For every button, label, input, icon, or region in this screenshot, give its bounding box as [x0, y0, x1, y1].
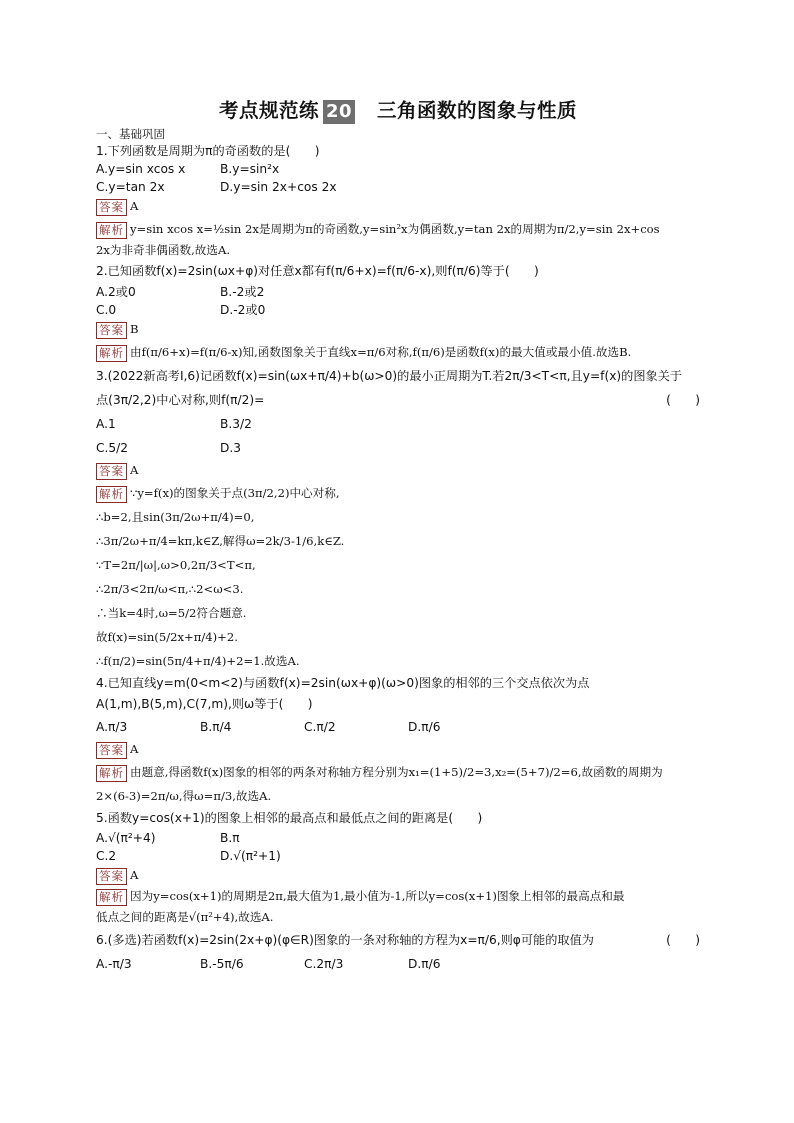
q4-analysis [96, 760, 700, 784]
q5-analysis-line2: 低点之间的距离是√(π²+4),故选A. [96, 910, 274, 924]
q6-stem [96, 928, 700, 952]
q6-option-d: D.π/6 [408, 957, 441, 971]
q4-answer-value: A [130, 742, 139, 756]
q4-analysis-line1: 由题意,得函数f(x)图象的相邻的两条对称轴方程分别为x₁=(1+5)/2=3,x₂=(5+7)/2=6,故函数的周期为 [130, 765, 663, 779]
answer-tag: 答案 [96, 868, 127, 885]
answer-tag: 答案 [96, 463, 127, 480]
q5-options-row2 [96, 847, 700, 865]
q2-stem: 2.已知函数f(x)=2sin(ωx+φ)对任意x都有f(π/6+x)=f(π/6-x),则f(π/6)等于( ) [96, 264, 539, 278]
q5-options-row1 [96, 829, 700, 847]
section-heading: 一、基础巩固 [96, 127, 165, 141]
q3-paren: ( ) [666, 393, 700, 407]
q1-option-d: D.y=sin 2x+cos 2x [220, 180, 337, 194]
q1-answer [96, 196, 700, 217]
q3-analysis-line2: ∴b=2,且sin(3π/2ω+π/4)=0, [96, 510, 255, 524]
q4-analysis-line2: 2×(6-3)=2π/ω,得ω=π/3,故选A. [96, 789, 272, 803]
q3-analysis [96, 481, 700, 505]
q1-option-b: B.y=sin²x [220, 162, 280, 176]
q3-stem-line2 [96, 388, 700, 412]
analysis-tag: 解析 [96, 222, 127, 239]
q4-stem-line2: A(1,m),B(5,m),C(7,m),则ω等于( ) [96, 697, 313, 711]
q1-analysis-line2: 2x为非奇非偶函数,故选A. [96, 243, 231, 257]
q3-option-c: C.5/2 [96, 441, 128, 455]
q1-answer-value: A [130, 199, 139, 213]
q2-answer-value: B [130, 322, 139, 336]
q3-analysis-line3: ∴3π/2ω+π/4=kπ,k∈Z,解得ω=2k/3-1/6,k∈Z. [96, 534, 345, 548]
q6-stem-text: 6.(多选)若函数f(x)=2sin(2x+φ)(φ∈R)图象的一条对称轴的方程为x=π/6,则φ可能的取值为 [96, 933, 594, 947]
q1-options-row2 [96, 178, 700, 196]
q6-option-b: B.-5π/6 [200, 957, 244, 971]
q4-option-c: C.π/2 [304, 720, 336, 734]
q1-option-a: A.y=sin xcos x [96, 162, 186, 176]
q1-stem: 1.下列函数是周期为π的奇函数的是( ) [96, 144, 320, 158]
q3-answer [96, 460, 700, 481]
q5-option-c: C.2 [96, 849, 117, 863]
q3-analysis-line4: ∵T=2π/|ω|,ω>0,2π/3<T<π, [96, 558, 256, 572]
q3-stem-line1: 3.(2022新高考Ⅰ,6)记函数f(x)=sin(ωx+π/4)+b(ω>0)的最小正周期为T.若2π/3<T<π,且y=f(x)的图象关于 [96, 369, 683, 383]
q3-analysis-line6: ∴当k=4时,ω=5/2符合题意. [96, 606, 247, 620]
title-prefix: 考点规范练 [218, 99, 319, 122]
q2-option-a: A.2或0 [96, 285, 136, 299]
q5-option-a: A.√(π²+4) [96, 831, 156, 845]
q5-analysis-line1: 因为y=cos(x+1)的周期是2π,最大值为1,最小值为-1,所以y=cos(x+1)图象上相邻的最高点和最 [130, 889, 625, 903]
analysis-tag: 解析 [96, 765, 127, 782]
q5-stem: 5.函数y=cos(x+1)的图象上相邻的最高点和最低点之间的距离是( ) [96, 811, 483, 825]
analysis-tag: 解析 [96, 345, 127, 362]
q6-options [96, 952, 700, 976]
q6-option-a: A.-π/3 [96, 957, 132, 971]
analysis-tag: 解析 [96, 889, 127, 906]
q3-analysis-line8: ∴f(π/2)=sin(5π/4+π/4)+2=1.故选A. [96, 654, 300, 668]
q5-option-b: B.π [220, 831, 240, 845]
q6-paren: ( ) [666, 933, 700, 947]
q1-analysis-line1: y=sin xcos x=½sin 2x是周期为π的奇函数,y=sin²x为偶函数,y=tan 2x的周期为π/2,y=sin 2x+cos [130, 222, 660, 236]
q6-option-c: C.2π/3 [304, 957, 344, 971]
q2-option-c: C.0 [96, 303, 117, 317]
q2-options-row1 [96, 283, 700, 301]
q2-answer [96, 319, 700, 340]
q3-answer-value: A [130, 463, 139, 477]
q3-option-b: B.3/2 [220, 417, 252, 431]
q2-option-b: B.-2或2 [220, 285, 265, 299]
analysis-tag: 解析 [96, 486, 127, 503]
q4-stem-line1: 4.已知直线y=m(0<m<2)与函数f(x)=2sin(ωx+φ)(ω>0)图象的相邻的三个交点依次为点 [96, 676, 590, 690]
q2-analysis [96, 340, 700, 364]
q5-analysis [96, 886, 700, 907]
answer-tag: 答案 [96, 199, 127, 216]
q5-answer-value: A [130, 868, 139, 882]
q1-option-c: C.y=tan 2x [96, 180, 165, 194]
q3-options-row2 [96, 436, 700, 460]
q5-option-d: D.√(π²+1) [220, 849, 281, 863]
title-topic: 三角函数的图象与性质 [377, 99, 578, 122]
q1-analysis [96, 217, 700, 241]
q2-analysis-line1: 由f(π/6+x)=f(π/6-x)知,函数图象关于直线x=π/6对称,f(π/6)是函数f(x)的最大值或最小值.故选B. [130, 345, 632, 359]
q2-option-d: D.-2或0 [220, 303, 266, 317]
q3-stem-line2-text: 点(3π/2,2)中心对称,则f(π/2)= [96, 393, 265, 407]
q4-option-b: B.π/4 [200, 720, 232, 734]
q4-option-a: A.π/3 [96, 720, 128, 734]
q3-options-row1 [96, 412, 700, 436]
q3-analysis-line1: ∵y=f(x)的图象关于点(3π/2,2)中心对称, [130, 486, 340, 500]
q4-answer [96, 739, 700, 760]
q4-options [96, 715, 700, 739]
answer-tag: 答案 [96, 322, 127, 339]
page-title [96, 96, 700, 126]
answer-tag: 答案 [96, 742, 127, 759]
title-number-badge: 20 [323, 100, 355, 124]
q2-options-row2 [96, 301, 700, 319]
page [96, 96, 700, 976]
q3-analysis-line5: ∴2π/3<2π/ω<π,∴2<ω<3. [96, 582, 244, 596]
q3-analysis-line7: 故f(x)=sin(5/2x+π/4)+2. [96, 630, 238, 644]
q3-option-a: A.1 [96, 417, 116, 431]
q3-option-d: D.3 [220, 441, 242, 455]
q5-answer [96, 865, 700, 886]
q4-option-d: D.π/6 [408, 720, 441, 734]
q1-options-row1 [96, 160, 700, 178]
